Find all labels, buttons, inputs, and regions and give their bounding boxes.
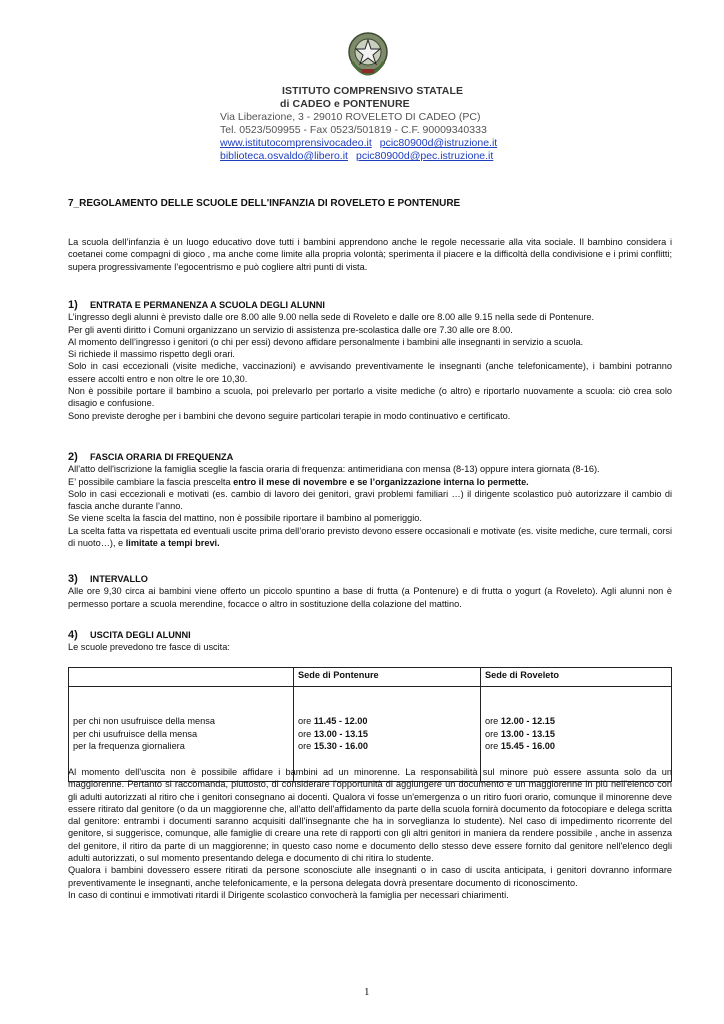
intro-paragraph: La scuola dell’infanzia è un luogo educativo dove tutti i bambini apprendono anche le regole necessarie alla vita sociale. Il bambino considera i coetanei come compagni di gioco , ma anche come limite alla propria volontà; sperimenta il piacere e la difficoltà della condivisione e i primi conflitti; supera progressivamente l’egocentrismo e può cogliere altri punti di vista.	[68, 237, 672, 272]
school-phone: Tel. 0523/509955 - Fax 0523/501819 - C.F. 90009340333	[220, 124, 487, 136]
roveleto-time: ore 13.00 - 13.15	[485, 728, 555, 739]
section-1-text: Si richiede il massimo rispetto degli orari.	[68, 349, 235, 360]
exit-rules-paragraph: Qualora i bambini dovessero essere ritirati da persone sconosciute alle insegnanti o in caso di uscita anticipata, i genitori dovranno informare preventivamente le insegnanti, anche telefonicamente, e la persona delegata dovrà presentare documento di riconoscimento.	[68, 865, 672, 888]
row-label: per la frequenza giornaliera	[73, 741, 185, 751]
section-3-text: Alle ore 9,30 circa ai bambini viene offerto un piccolo spuntino a base di frutta (a Pontenure) e di frutta o yogurt (a Roveleto). Agli alunni non è permesso portare a scuola merendine, focacce o altro in sostituzione della colazione del mattino.	[68, 586, 672, 609]
roveleto-time: ore 12.00 - 12.15	[485, 716, 555, 726]
section-1-text: L’ingresso degli alunni è previsto dalle ore 8.00 alle 9.00 nella sede di Roveleto e dalle ore 8.00 alle 9.15 nella sede di Pontenure.	[68, 312, 595, 323]
school-name-line1: ISTITUTO COMPRENSIVO STATALE	[282, 85, 464, 97]
regulation-title: 7_REGOLAMENTO DELLE SCUOLE DELL'INFANZIA DI ROVELETO E PONTENURE	[68, 198, 461, 209]
exit-times-table	[68, 667, 672, 782]
table-header-pontenure: Sede di Pontenure	[294, 668, 481, 687]
table-header-roveleto: Sede di Roveleto	[481, 668, 672, 687]
row-label: per chi non usufruisce della mensa	[73, 716, 215, 726]
section-2-text: Se viene scelta la fascia del mattino, non è possibile riportare il bambino al pomeriggio.	[68, 513, 422, 524]
row-label: per chi usufruisce della mensa	[73, 728, 198, 739]
exit-rules-paragraph: Al momento dell'uscita non è possibile affidare i bambini ad un minorenne. La responsabilità sul minore può essere assunta solo da un maggiorenne. Pertanto si raccomanda, piuttosto, di considerare l'opportunità di aggiungere un documento e un maggiorenne in più nell'elenco con gli adulti autorizzati al ritiro che i genitori consegnano ai docenti. Qualora vi fosse un'emergenza o un ritiro fuori orario, comunque il minorenne deve essere ritirato dal genitore (o da un maggiorenne che, all'atto dell'affidamento da parte della scuola fornirà documento da fotocopiare e delega scritta dal genitore: entrambi i documenti saranno acquisiti dall'insegnante che ha in sorveglianza lo studente). Nel caso di impedimento ricorrente del genitore, si suggerisce, comunque, alle famiglie di creare una rete di rapporti con gli altri genitori in maniera da rendere possibile , anche in assenza del genitore, il ritiro da parte di un maggiorenne; in questo caso nome e documento dello stesso deve essere fornito dal genitore nell'elenco degli adulti autorizzati, o sul momento presentando delega e documento di chi ritira lo studente.	[68, 767, 672, 864]
pontenure-time: ore 13.00 - 13.15	[298, 728, 368, 739]
section-1-heading: 1) ENTRATA E PERMANENZA A SCUOLA DEGLI ALUNNI	[68, 299, 325, 311]
section-1-text: Per gli aventi diritto i Comuni organizzano un servizio di assistenza pre-scolastica dalle ore 7.30 alle ore 8.00.	[68, 324, 513, 335]
school-address: Via Liberazione, 3 - 29010 ROVELETO DI CADEO (PC)	[220, 111, 481, 123]
republic-emblem-icon	[346, 30, 390, 76]
section-2	[68, 451, 672, 549]
section-1	[68, 299, 672, 422]
section-2-heading: 2) FASCIA ORARIA DI FREQUENZA	[68, 451, 234, 463]
page-number: 1	[364, 986, 370, 998]
section-3	[68, 573, 672, 610]
section-2-text: E’ possibile cambiare la fascia prescelta entro il mese di novembre e se l’organizzazione interna lo permette.	[68, 476, 529, 487]
school-letterhead	[220, 85, 560, 163]
section-4-heading: 4) USCITA DEGLI ALUNNI	[68, 629, 191, 641]
school-name-line2: di CADEO e PONTENURE	[280, 98, 410, 110]
section-2-text: All'atto dell'iscrizione la famiglia sceglie la fascia oraria di frequenza: antimeridiana con mensa (8-13) oppure intera giornata (8-16).	[68, 464, 600, 475]
section-1-text: Non è possibile portare il bambino a scuola, poi prelevarlo per portarlo a visite mediche (o altro) e riportarlo nuovamente a scuola: ciò crea solo disagio e confusione.	[68, 386, 672, 409]
section-4	[68, 629, 672, 654]
pontenure-time: ore 11.45 - 12.00	[298, 716, 368, 726]
exit-rules-text	[68, 766, 672, 901]
library-email-link[interactable]: biblioteca.osvaldo@libero.it	[220, 150, 348, 162]
roveleto-time: ore 15.45 - 16.00	[485, 741, 555, 751]
section-3-heading: 3) INTERVALLO	[68, 573, 148, 585]
table-header-cell	[69, 668, 294, 687]
pontenure-time: ore 15.30 - 16.00	[298, 741, 368, 751]
section-2-text: Solo in casi eccezionali e motivati (es. cambio di lavoro dei genitori, gravi problemi familiari …) il dirigente scolastico può autorizzare il cambio di fascia anche durante l’anno.	[68, 488, 672, 512]
school-website-link[interactable]: www.istitutocomprensivocadeo.it	[220, 137, 372, 149]
section-1-text: Sono previste deroghe per i bambini che devono seguire particolari terapie in modo continuativo e certificato.	[68, 410, 511, 421]
table-header-row	[69, 668, 672, 687]
section-4-text: Le scuole prevedono tre fasce di uscita:	[68, 642, 230, 653]
school-email-link[interactable]: pcic80900d@istruzione.it	[379, 137, 498, 149]
section-1-text: Solo in casi eccezionali (visite mediche, vaccinazioni) e avvisando preventivamente le insegnanti (anche telefonicamente), i bambini potranno essere accolti entro e non oltre le ore 10,30.	[68, 361, 672, 384]
section-1-text: Al momento dell’ingresso i genitori (o chi per essi) devono affidare personalmente i bambini alle insegnanti in servizio a scuola.	[68, 336, 584, 347]
exit-rules-paragraph: In caso di continui e immotivati ritardi il Dirigente scolastico convocherà la famiglia per necessari chiarimenti.	[68, 889, 509, 900]
section-2-text: La scelta fatta va rispettata ed eventuali uscite prima dell’orario previsto devono essere occasionali e motivate (es. visite mediche, cure termali, corsi di nuoto…), e limitate a tempi brevi.	[68, 525, 672, 549]
school-pec-link[interactable]: pcic80900d@pec.istruzione.it	[355, 150, 494, 162]
